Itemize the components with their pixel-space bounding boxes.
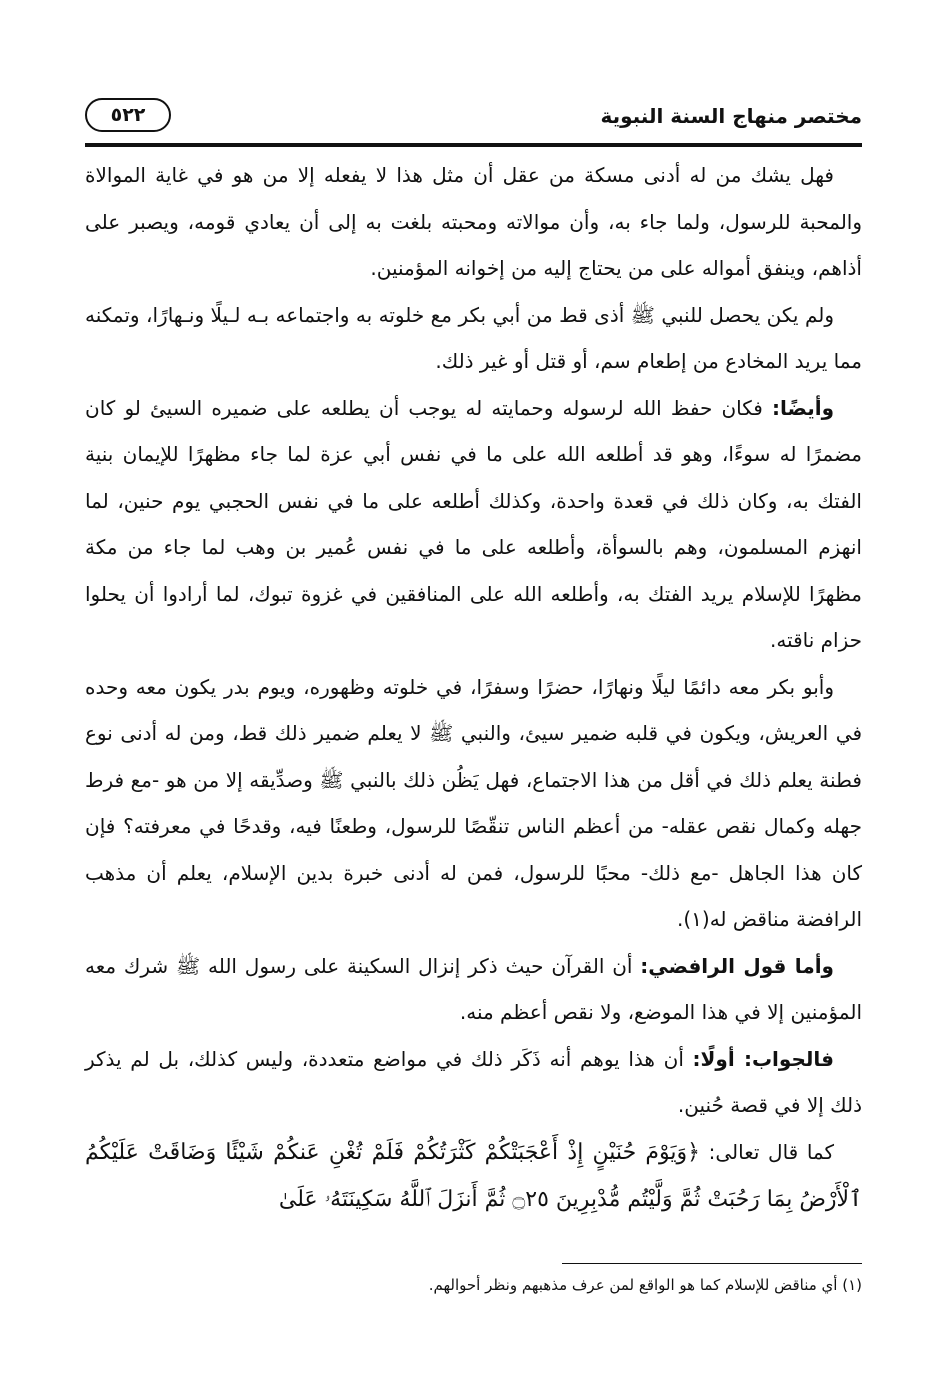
paragraph-lead: وأما قول الرافضي: bbox=[640, 953, 834, 978]
paragraph-text: ولم يكن يحصل للنبي ﷺ أذى قط من أبي بكر مع خلوته به واجتماعه بـه لـيلًا ونـهارًا، وتمكنه مما يريد المخادع من إطعام سم، أو قتل أو غير ذلك. bbox=[85, 302, 862, 373]
quran-verse: ﴿وَيَوْمَ حُنَيْنٍ إِذْ أَعْجَبَتْكُمْ كَثْرَتُكُمْ فَلَمْ تُغْنِ عَنكُمْ شَيْئًا وَضَاقَتْ عَلَيْكُمُ ٱلْأَرْضُ بِمَا رَحُبَتْ ثُمَّ وَلَّيْتُم مُّدْبِرِينَ ۝٢٥ ثُمَّ أَنزَلَ ٱللَّهُ سَكِينَتَهُۥ عَلَىٰ bbox=[85, 1139, 862, 1212]
paragraph bbox=[85, 1129, 862, 1224]
paragraph bbox=[85, 943, 862, 1036]
page-header bbox=[85, 96, 862, 144]
main-text bbox=[85, 152, 862, 1224]
paragraph-text: أن القرآن حيث ذكر إنزال السكينة على رسول الله ﷺ شرك معه المؤمنين إلا في هذا الموضع، ولا نقص أعظم منه. bbox=[85, 953, 862, 1024]
paragraph bbox=[85, 385, 862, 664]
paragraph-text: كما قال تعالى: bbox=[700, 1139, 834, 1164]
running-title: مختصر منهاج السنة النبوية bbox=[600, 104, 862, 128]
paragraph-lead: وأيضًا: bbox=[771, 395, 834, 420]
paragraph bbox=[85, 664, 862, 943]
paragraph bbox=[85, 1036, 862, 1129]
paragraph bbox=[85, 292, 862, 385]
paragraph-text: فكان حفظ الله لرسوله وحمايته له يوجب أن يطلعه على ضميره السيئ لو كان مضمرًا له سوءًا، وهو قد أطلعه الله على ما في نفس أبي عزة لما جاء مظهرًا للإيمان بنية الفتك به، وكان ذلك في قعدة واحدة، وكذلك أطلعه على ما في نفس الحجبي يوم حنين، لما انهزم المسلمون، وهم بالسوأة، وأطلعه على ما في نفس عُمير بن وهب لما جاء من مكة مظهرًا للإسلام يريد الفتك به، وأطلعه الله على المنافقين في غزوة تبوك، لما أرادوا أن يحلوا حزام ناقته. bbox=[85, 395, 862, 652]
paragraph-text: وأبو بكر معه دائمًا ليلًا ونهارًا، حضرًا وسفرًا، في خلوته وظهوره، ويوم بدر يكون معه وحده في العريش، ويكون في قلبه ضمير سيئ، والنبي ﷺ لا يعلم ضمير ذلك قط، ومن له أدنى نوع فطنة يعلم ذلك في أقل من هذا الاجتماع، فهل يَظُن ذلك بالنبي ﷺ وصدِّيقه إلا من هو -مع فرط جهله وكمال نقص عقله- من أعظم الناس تنقّصًا للرسول، وطعنًا فيه، وقدحًا في معرفته؟ فإن كان هذا الجاهل -مع ذلك- محبًا للرسول، فمن له أدنى خبرة بدين الإسلام، يعلم أن مذهب الرافضة مناقض له(١). bbox=[85, 674, 862, 931]
paragraph-text: أن هذا يوهم أنه ذَكَر ذلك في مواضع متعددة، وليس كذلك، بل لم يذكر ذلك إلا في قصة حُنين. bbox=[85, 1046, 862, 1117]
paragraph-text: فهل يشك من له أدنى مسكة من عقل أن مثل هذا لا يفعله إلا من هو في غاية الموالاة والمحبة للرسول، ولما جاء به، وأن موالاته ومحبته بلغت به إلى أن يعادي قومه، ويصبر على أذاهم، وينفق أمواله على من يحتاج إليه من إخوانه المؤمنين. bbox=[85, 163, 862, 280]
footnote: (١) أي مناقض للإسلام كما هو الواقع لمن عرف مذهبهم ونظر أحوالهم. bbox=[428, 1276, 862, 1294]
footnote-rule bbox=[562, 1263, 862, 1264]
header-rule bbox=[85, 143, 862, 147]
paragraph-lead: فالجواب: أولًا: bbox=[692, 1046, 834, 1071]
paragraph bbox=[85, 152, 862, 292]
page-number: ٥٢٢ bbox=[85, 98, 171, 132]
